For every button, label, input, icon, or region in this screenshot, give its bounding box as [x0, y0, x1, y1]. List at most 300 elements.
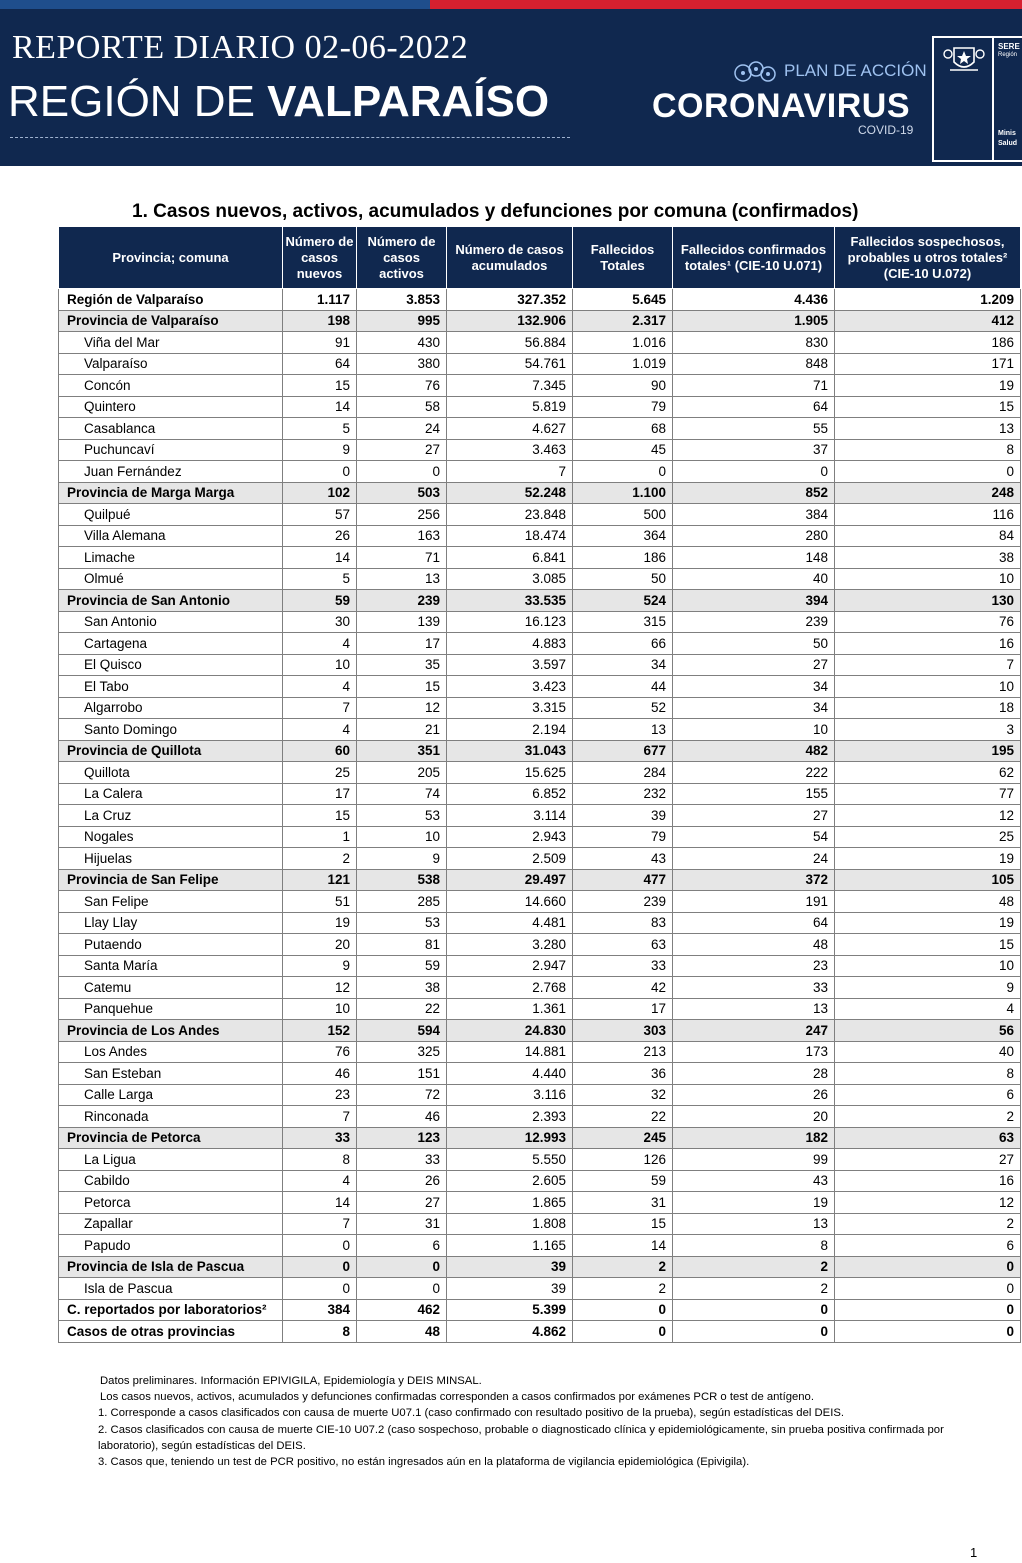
cell-casos-acumulados: 4.883 [447, 633, 573, 655]
cell-fallecidos-totales: 83 [573, 912, 673, 934]
cell-fallecidos-sospechosos: 76 [835, 611, 1021, 633]
row-name-cell: La Calera [59, 783, 283, 805]
cell-casos-activos: 46 [357, 1106, 447, 1128]
cell-fallecidos-sospechosos: 18 [835, 697, 1021, 719]
cell-fallecidos-confirmados: 55 [673, 418, 835, 440]
cell-fallecidos-sospechosos: 248 [835, 482, 1021, 504]
cell-fallecidos-confirmados: 8 [673, 1235, 835, 1257]
table-row-comuna [59, 1170, 1021, 1192]
cell-fallecidos-confirmados: 848 [673, 353, 835, 375]
cell-fallecidos-confirmados: 1.905 [673, 310, 835, 332]
table-row-comuna [59, 1084, 1021, 1106]
table-row-provincia [59, 590, 1021, 612]
cell-casos-nuevos: 121 [283, 869, 357, 891]
row-name-cell: Rinconada [59, 1106, 283, 1128]
table-row-comuna [59, 912, 1021, 934]
cell-casos-acumulados: 4.627 [447, 418, 573, 440]
cell-casos-acumulados: 14.660 [447, 891, 573, 913]
cell-casos-activos: 33 [357, 1149, 447, 1171]
gov-logo-line2: Región [998, 52, 1018, 58]
row-name-cell: Cartagena [59, 633, 283, 655]
footnote-3: 3. Casos que, teniendo un test de PCR positivo, no están ingresados aún en la plataforma de vigilancia epidemiológica (Epivigila). [98, 1456, 750, 1469]
table-row-comuna [59, 805, 1021, 827]
cell-casos-acumulados: 2.605 [447, 1170, 573, 1192]
cell-casos-activos: 31 [357, 1213, 447, 1235]
cell-fallecidos-confirmados: 2 [673, 1278, 835, 1300]
cell-fallecidos-totales: 68 [573, 418, 673, 440]
cell-fallecidos-confirmados: 372 [673, 869, 835, 891]
gov-logo-line3: Minis [998, 130, 1016, 137]
cell-casos-activos: 26 [357, 1170, 447, 1192]
table-row-provincia [59, 1020, 1021, 1042]
cell-casos-acumulados: 4.862 [447, 1321, 573, 1343]
cell-casos-activos: 594 [357, 1020, 447, 1042]
cell-casos-nuevos: 1.117 [283, 289, 357, 311]
cell-casos-acumulados: 4.481 [447, 912, 573, 934]
cell-casos-acumulados: 2.943 [447, 826, 573, 848]
cell-fallecidos-totales: 22 [573, 1106, 673, 1128]
cell-fallecidos-totales: 42 [573, 977, 673, 999]
cell-fallecidos-confirmados: 0 [673, 1321, 835, 1343]
header-dashed-divider [10, 137, 570, 138]
row-name-cell: Villa Alemana [59, 525, 283, 547]
row-name-cell: El Tabo [59, 676, 283, 698]
cell-casos-activos: 430 [357, 332, 447, 354]
cell-casos-activos: 0 [357, 1278, 447, 1300]
cell-fallecidos-confirmados: 0 [673, 461, 835, 483]
cell-fallecidos-sospechosos: 130 [835, 590, 1021, 612]
cell-fallecidos-confirmados: 222 [673, 762, 835, 784]
cell-casos-nuevos: 8 [283, 1149, 357, 1171]
row-name-cell: Cabildo [59, 1170, 283, 1192]
cell-fallecidos-confirmados: 13 [673, 998, 835, 1020]
cell-fallecidos-totales: 43 [573, 848, 673, 870]
cell-casos-acumulados: 4.440 [447, 1063, 573, 1085]
cell-casos-nuevos: 1 [283, 826, 357, 848]
cell-casos-nuevos: 57 [283, 504, 357, 526]
cell-fallecidos-sospechosos: 25 [835, 826, 1021, 848]
row-name-cell: Panquehue [59, 998, 283, 1020]
cell-casos-acumulados: 1.361 [447, 998, 573, 1020]
cell-casos-nuevos: 12 [283, 977, 357, 999]
cell-casos-acumulados: 52.248 [447, 482, 573, 504]
cell-fallecidos-totales: 213 [573, 1041, 673, 1063]
cell-casos-activos: 17 [357, 633, 447, 655]
cell-fallecidos-totales: 0 [573, 461, 673, 483]
cell-casos-nuevos: 384 [283, 1299, 357, 1321]
row-name-cell: Petorca [59, 1192, 283, 1214]
cell-fallecidos-sospechosos: 10 [835, 676, 1021, 698]
cell-fallecidos-sospechosos: 186 [835, 332, 1021, 354]
table-row-comuna [59, 525, 1021, 547]
cell-fallecidos-sospechosos: 116 [835, 504, 1021, 526]
row-name-cell: San Felipe [59, 891, 283, 913]
table-header-row [59, 227, 1021, 289]
cell-casos-nuevos: 33 [283, 1127, 357, 1149]
cell-casos-acumulados: 1.865 [447, 1192, 573, 1214]
report-date-title: REPORTE DIARIO 02-06-2022 [12, 29, 469, 66]
cell-casos-activos: 48 [357, 1321, 447, 1343]
cell-casos-activos: 462 [357, 1299, 447, 1321]
cell-fallecidos-totales: 1.100 [573, 482, 673, 504]
row-name-cell: La Cruz [59, 805, 283, 827]
cell-fallecidos-sospechosos: 19 [835, 912, 1021, 934]
region-title [8, 77, 549, 127]
cell-casos-nuevos: 91 [283, 332, 357, 354]
cell-fallecidos-confirmados: 10 [673, 719, 835, 741]
cell-casos-acumulados: 5.550 [447, 1149, 573, 1171]
footnote-source: Datos preliminares. Información EPIVIGILA, Epidemiología y DEIS MINSAL. [100, 1375, 482, 1387]
cell-fallecidos-confirmados: 23 [673, 955, 835, 977]
cell-casos-nuevos: 64 [283, 353, 357, 375]
cell-fallecidos-totales: 186 [573, 547, 673, 569]
cell-casos-acumulados: 39 [447, 1278, 573, 1300]
region-title-prefix: REGIÓN DE [8, 77, 268, 126]
row-name-cell: El Quisco [59, 654, 283, 676]
cell-casos-nuevos: 51 [283, 891, 357, 913]
table-row-comuna [59, 977, 1021, 999]
row-name-cell: Casos de otras provincias [59, 1321, 283, 1343]
cell-fallecidos-sospechosos: 4 [835, 998, 1021, 1020]
gov-logo-line1: SERE [998, 42, 1020, 51]
cell-casos-acumulados: 7 [447, 461, 573, 483]
cell-casos-activos: 21 [357, 719, 447, 741]
cell-fallecidos-confirmados: 37 [673, 439, 835, 461]
cell-casos-nuevos: 25 [283, 762, 357, 784]
row-name-cell: Algarrobo [59, 697, 283, 719]
table-row-comuna [59, 461, 1021, 483]
cell-fallecidos-confirmados: 247 [673, 1020, 835, 1042]
row-name-cell: C. reportados por laboratorios² [59, 1299, 283, 1321]
row-name-cell: La Ligua [59, 1149, 283, 1171]
cell-casos-acumulados: 29.497 [447, 869, 573, 891]
cell-fallecidos-totales: 315 [573, 611, 673, 633]
table-row-provincia [59, 869, 1021, 891]
region-title-name: VALPARAÍSO [267, 77, 550, 126]
cell-casos-acumulados: 1.165 [447, 1235, 573, 1257]
row-name-cell: Quilpué [59, 504, 283, 526]
table-row-comuna [59, 1063, 1021, 1085]
cell-fallecidos-sospechosos: 3 [835, 719, 1021, 741]
cell-fallecidos-sospechosos: 8 [835, 439, 1021, 461]
government-logo [932, 36, 1022, 162]
col-header-provincia: Provincia; comuna [59, 227, 283, 289]
table-row-comuna [59, 439, 1021, 461]
cell-fallecidos-confirmados: 482 [673, 740, 835, 762]
cell-casos-activos: 151 [357, 1063, 447, 1085]
cell-fallecidos-sospechosos: 10 [835, 568, 1021, 590]
cell-fallecidos-totales: 500 [573, 504, 673, 526]
cell-casos-acumulados: 3.085 [447, 568, 573, 590]
cell-casos-activos: 3.853 [357, 289, 447, 311]
table-row-comuna [59, 826, 1021, 848]
table-row-total [59, 1321, 1021, 1343]
cell-casos-nuevos: 30 [283, 611, 357, 633]
cell-casos-activos: 163 [357, 525, 447, 547]
cell-casos-activos: 38 [357, 977, 447, 999]
cell-fallecidos-totales: 52 [573, 697, 673, 719]
footnote-1: 1. Corresponde a casos clasificados con causa de muerte U07.1 (caso confirmado con resultado positivo de la prueba), según estadísticas del DEIS. [98, 1407, 845, 1420]
cell-casos-acumulados: 2.947 [447, 955, 573, 977]
cell-fallecidos-confirmados: 28 [673, 1063, 835, 1085]
cell-fallecidos-sospechosos: 7 [835, 654, 1021, 676]
cell-casos-nuevos: 19 [283, 912, 357, 934]
row-name-cell: Casablanca [59, 418, 283, 440]
cell-casos-nuevos: 0 [283, 461, 357, 483]
table-row-comuna [59, 891, 1021, 913]
cell-casos-acumulados: 1.808 [447, 1213, 573, 1235]
table-row-comuna [59, 633, 1021, 655]
table-row-comuna [59, 1106, 1021, 1128]
cell-casos-activos: 205 [357, 762, 447, 784]
table-row-comuna [59, 719, 1021, 741]
col-header-casos-nuevos: Número de casos nuevos [283, 227, 357, 289]
cell-casos-nuevos: 7 [283, 1106, 357, 1128]
cell-fallecidos-sospechosos: 10 [835, 955, 1021, 977]
cell-fallecidos-sospechosos: 63 [835, 1127, 1021, 1149]
col-header-casos-acumulados: Número de casos acumulados [447, 227, 573, 289]
cell-fallecidos-confirmados: 182 [673, 1127, 835, 1149]
cell-fallecidos-totales: 17 [573, 998, 673, 1020]
cell-casos-activos: 9 [357, 848, 447, 870]
cell-casos-nuevos: 20 [283, 934, 357, 956]
cell-casos-activos: 53 [357, 912, 447, 934]
cell-fallecidos-totales: 13 [573, 719, 673, 741]
cell-casos-acumulados: 54.761 [447, 353, 573, 375]
cell-fallecidos-totales: 126 [573, 1149, 673, 1171]
cell-fallecidos-sospechosos: 2 [835, 1106, 1021, 1128]
cell-casos-acumulados: 23.848 [447, 504, 573, 526]
cell-fallecidos-sospechosos: 0 [835, 1256, 1021, 1278]
cell-fallecidos-sospechosos: 16 [835, 1170, 1021, 1192]
cell-casos-acumulados: 15.625 [447, 762, 573, 784]
row-name-cell: Provincia de Los Andes [59, 1020, 283, 1042]
cell-casos-nuevos: 7 [283, 1213, 357, 1235]
cell-fallecidos-totales: 36 [573, 1063, 673, 1085]
cell-fallecidos-totales: 33 [573, 955, 673, 977]
cell-fallecidos-totales: 63 [573, 934, 673, 956]
cell-fallecidos-sospechosos: 19 [835, 848, 1021, 870]
cell-fallecidos-confirmados: 155 [673, 783, 835, 805]
row-name-cell: Calle Larga [59, 1084, 283, 1106]
row-name-cell: Provincia de Isla de Pascua [59, 1256, 283, 1278]
row-name-cell: Quintero [59, 396, 283, 418]
cell-casos-activos: 27 [357, 439, 447, 461]
table-row-comuna [59, 762, 1021, 784]
table-row-comuna [59, 1235, 1021, 1257]
row-name-cell: Quillota [59, 762, 283, 784]
table-row-comuna [59, 504, 1021, 526]
row-name-cell: Región de Valparaíso [59, 289, 283, 311]
cell-fallecidos-confirmados: 13 [673, 1213, 835, 1235]
cell-casos-activos: 81 [357, 934, 447, 956]
cell-casos-activos: 0 [357, 1256, 447, 1278]
row-name-cell: Isla de Pascua [59, 1278, 283, 1300]
cell-casos-nuevos: 2 [283, 848, 357, 870]
cell-casos-acumulados: 24.830 [447, 1020, 573, 1042]
cell-fallecidos-confirmados: 34 [673, 697, 835, 719]
row-name-cell: Limache [59, 547, 283, 569]
table-row-comuna [59, 568, 1021, 590]
cell-casos-nuevos: 15 [283, 375, 357, 397]
cell-fallecidos-sospechosos: 0 [835, 1321, 1021, 1343]
cell-fallecidos-confirmados: 4.436 [673, 289, 835, 311]
table-row-comuna [59, 332, 1021, 354]
cell-casos-nuevos: 0 [283, 1235, 357, 1257]
row-name-cell: Zapallar [59, 1213, 283, 1235]
cell-casos-activos: 13 [357, 568, 447, 590]
cell-fallecidos-sospechosos: 62 [835, 762, 1021, 784]
cell-fallecidos-totales: 0 [573, 1321, 673, 1343]
table-row-comuna [59, 697, 1021, 719]
report-header [0, 9, 1022, 166]
cell-fallecidos-confirmados: 43 [673, 1170, 835, 1192]
cell-fallecidos-sospechosos: 8 [835, 1063, 1021, 1085]
cell-fallecidos-confirmados: 40 [673, 568, 835, 590]
cell-fallecidos-sospechosos: 16 [835, 633, 1021, 655]
cell-casos-nuevos: 8 [283, 1321, 357, 1343]
top-stripe [0, 0, 1022, 9]
row-name-cell: Valparaíso [59, 353, 283, 375]
cell-fallecidos-totales: 284 [573, 762, 673, 784]
cell-casos-acumulados: 16.123 [447, 611, 573, 633]
gov-logo-divider [992, 38, 994, 160]
cell-casos-acumulados: 3.423 [447, 676, 573, 698]
row-name-cell: Hijuelas [59, 848, 283, 870]
cell-casos-activos: 285 [357, 891, 447, 913]
cell-fallecidos-confirmados: 19 [673, 1192, 835, 1214]
cell-casos-acumulados: 5.399 [447, 1299, 573, 1321]
cell-casos-nuevos: 60 [283, 740, 357, 762]
cell-fallecidos-totales: 79 [573, 396, 673, 418]
cell-fallecidos-totales: 59 [573, 1170, 673, 1192]
cell-casos-activos: 538 [357, 869, 447, 891]
cell-fallecidos-totales: 15 [573, 1213, 673, 1235]
cell-fallecidos-sospechosos: 48 [835, 891, 1021, 913]
top-stripe-red [430, 0, 1022, 9]
row-name-cell: Santa María [59, 955, 283, 977]
cell-casos-acumulados: 3.463 [447, 439, 573, 461]
cell-fallecidos-totales: 364 [573, 525, 673, 547]
table-body [59, 289, 1021, 1343]
section-title: 1. Casos nuevos, activos, acumulados y defunciones por comuna (confirmados) [132, 201, 859, 222]
cell-casos-nuevos: 76 [283, 1041, 357, 1063]
cell-casos-acumulados: 327.352 [447, 289, 573, 311]
cell-fallecidos-totales: 2.317 [573, 310, 673, 332]
cell-fallecidos-sospechosos: 12 [835, 805, 1021, 827]
table-row-comuna [59, 1278, 1021, 1300]
cell-casos-activos: 139 [357, 611, 447, 633]
cell-fallecidos-totales: 44 [573, 676, 673, 698]
table-row-region [59, 289, 1021, 311]
cell-casos-acumulados: 39 [447, 1256, 573, 1278]
cell-fallecidos-sospechosos: 412 [835, 310, 1021, 332]
row-name-cell: Viña del Mar [59, 332, 283, 354]
cell-casos-nuevos: 14 [283, 396, 357, 418]
cell-fallecidos-totales: 232 [573, 783, 673, 805]
cell-casos-nuevos: 0 [283, 1256, 357, 1278]
table-row-comuna [59, 783, 1021, 805]
cell-casos-activos: 10 [357, 826, 447, 848]
cell-fallecidos-sospechosos: 13 [835, 418, 1021, 440]
col-header-fallecidos-confirmados: Fallecidos confirmados totales¹ (CIE-10 U.071) [673, 227, 835, 289]
cell-fallecidos-sospechosos: 84 [835, 525, 1021, 547]
cell-fallecidos-totales: 245 [573, 1127, 673, 1149]
col-header-fallecidos-totales: Fallecidos Totales [573, 227, 673, 289]
cell-fallecidos-totales: 50 [573, 568, 673, 590]
cell-fallecidos-confirmados: 191 [673, 891, 835, 913]
cell-fallecidos-totales: 31 [573, 1192, 673, 1214]
row-name-cell: Provincia de Valparaíso [59, 310, 283, 332]
cell-fallecidos-confirmados: 239 [673, 611, 835, 633]
cell-casos-activos: 58 [357, 396, 447, 418]
cell-fallecidos-totales: 45 [573, 439, 673, 461]
logo-covid-text: COVID-19 [858, 123, 914, 137]
cell-casos-nuevos: 5 [283, 418, 357, 440]
logo-coronavirus-text: CORONAVIRUS [652, 87, 910, 125]
cell-fallecidos-confirmados: 48 [673, 934, 835, 956]
cell-casos-nuevos: 14 [283, 547, 357, 569]
cell-fallecidos-sospechosos: 15 [835, 934, 1021, 956]
cell-fallecidos-sospechosos: 77 [835, 783, 1021, 805]
cell-fallecidos-confirmados: 99 [673, 1149, 835, 1171]
cell-casos-nuevos: 4 [283, 676, 357, 698]
cell-fallecidos-totales: 1.016 [573, 332, 673, 354]
cell-casos-acumulados: 12.993 [447, 1127, 573, 1149]
cell-fallecidos-confirmados: 64 [673, 912, 835, 934]
row-name-cell: Papudo [59, 1235, 283, 1257]
cell-fallecidos-totales: 477 [573, 869, 673, 891]
cell-fallecidos-sospechosos: 9 [835, 977, 1021, 999]
table-row-comuna [59, 547, 1021, 569]
cell-fallecidos-sospechosos: 6 [835, 1235, 1021, 1257]
cell-fallecidos-confirmados: 394 [673, 590, 835, 612]
gov-logo-line4: Salud [998, 140, 1018, 147]
cell-casos-acumulados: 3.597 [447, 654, 573, 676]
row-name-cell: Provincia de San Felipe [59, 869, 283, 891]
cell-casos-activos: 71 [357, 547, 447, 569]
row-name-cell: Puchuncaví [59, 439, 283, 461]
cell-fallecidos-totales: 1.019 [573, 353, 673, 375]
cell-casos-nuevos: 5 [283, 568, 357, 590]
cell-casos-activos: 27 [357, 1192, 447, 1214]
row-name-cell: San Esteban [59, 1063, 283, 1085]
cell-fallecidos-confirmados: 830 [673, 332, 835, 354]
cell-fallecidos-sospechosos: 0 [835, 1299, 1021, 1321]
cell-fallecidos-confirmados: 24 [673, 848, 835, 870]
cell-casos-nuevos: 26 [283, 525, 357, 547]
table-row-comuna [59, 1041, 1021, 1063]
cell-fallecidos-sospechosos: 195 [835, 740, 1021, 762]
cell-fallecidos-sospechosos: 19 [835, 375, 1021, 397]
cell-fallecidos-sospechosos: 6 [835, 1084, 1021, 1106]
table-row-provincia [59, 1127, 1021, 1149]
cell-casos-nuevos: 0 [283, 1278, 357, 1300]
cell-casos-nuevos: 9 [283, 955, 357, 977]
cell-casos-acumulados: 2.509 [447, 848, 573, 870]
cell-fallecidos-confirmados: 64 [673, 396, 835, 418]
cell-casos-activos: 256 [357, 504, 447, 526]
footnote-definition: Los casos nuevos, activos, acumulados y defunciones confirmadas corresponden a casos confirmados por exámenes PCR o test de antígeno. [100, 1391, 814, 1404]
cell-casos-activos: 995 [357, 310, 447, 332]
cell-casos-activos: 22 [357, 998, 447, 1020]
top-stripe-blue [0, 0, 430, 9]
cell-casos-acumulados: 3.114 [447, 805, 573, 827]
table-row-total [59, 1299, 1021, 1321]
cell-fallecidos-confirmados: 0 [673, 1299, 835, 1321]
table-row-provincia [59, 310, 1021, 332]
cell-fallecidos-confirmados: 384 [673, 504, 835, 526]
